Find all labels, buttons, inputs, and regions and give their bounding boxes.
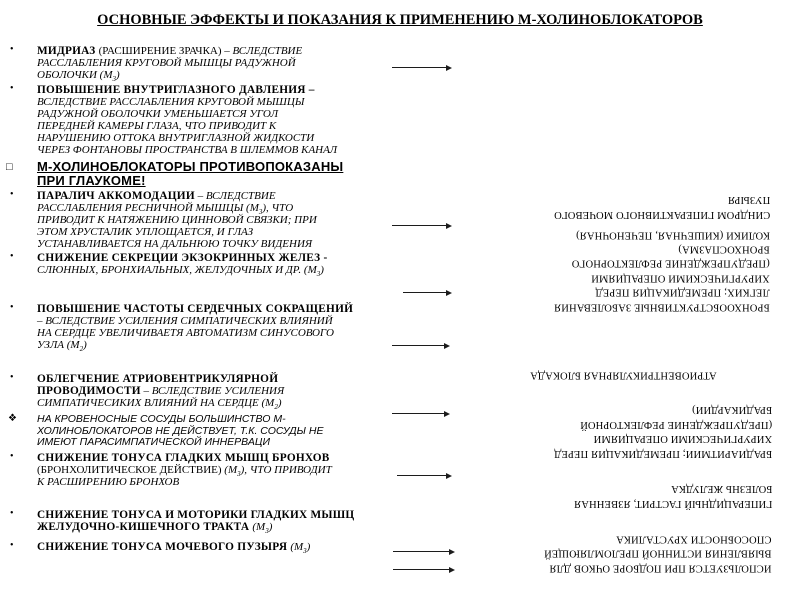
slide-title: ОСНОВНЫЕ ЭФФЕКТЫ И ПОКАЗАНИЯ К ПРИМЕНЕНИЮ М-ХОЛИНОБЛОКАТОРОВ [97, 12, 703, 28]
text-segment: 2 [274, 403, 278, 412]
text-segment: ПОВЫШЕНИЕ ЧАСТОТЫ СЕРДЕЧНЫХ СОКРАЩЕНИЙ [37, 303, 354, 315]
bullet-marker-icon: • [10, 540, 14, 551]
indication-glasses-selection: ИСПОЛЬЗУЕТСЯ ПРИ ПОДБОРЕ ОЧКОВ ДЛЯ ВЫЯВЛЕНИЯ ИСТИННОЙ ПРЕЛОМЛЯЮЩЕЙ СПОСОБНОСТИ ХРУСТАЛИКА [544, 533, 772, 574]
text-segment: СИМПАТИЧЕСИКИХ ВЛИЯНИЙ НА СЕРДЦЕ (М [37, 397, 275, 409]
effect-line [37, 373, 480, 385]
text-segment: 3 [316, 270, 321, 279]
right-arrow-icon [392, 225, 450, 226]
text-segment: СЛЮННЫХ, БРОНХИАЛЬНЫХ, ЖЕЛУДОЧНЫХ И ДР. (М [37, 264, 317, 276]
indication-bradyarrhythmia: БРАДИАРИТМИИ; ПРЕМЕДИКАЦИЯ ПЕРЕД ХИРУРГИЧЕСКИМИ ОПЕРАЦИЯМИ (ПРЕДУПРЕЖДЕНИЕ РЕФЛЕКТОРНОЙ БРАДИКАРДИИ) [553, 404, 772, 459]
text-segment: – ВСЛЕДСТВИЕ [224, 45, 303, 57]
text-segment: НА КРОВЕНОСНЫЕ СОСУДЫ БОЛЬШИНСТВО М- [37, 413, 286, 425]
text-segment: ПРОВОДИМОСТИ [37, 385, 141, 397]
effect-text [37, 452, 480, 488]
right-arrow-icon [403, 292, 450, 293]
text-segment: ЧЕРЕЗ ФОНТАНОВЫ ПРОСТРАНСТВА В ШЛЕММОВ КАНАЛ [37, 144, 338, 156]
effect-line [37, 252, 480, 264]
effect-intraocular-pressure [0, 84, 480, 156]
bullet-marker-icon: ❖ [8, 413, 17, 424]
effect-text [37, 303, 480, 354]
right-arrow-icon [393, 569, 453, 570]
effect-text [37, 190, 480, 250]
effect-line [37, 238, 480, 250]
right-arrow-icon [392, 67, 450, 68]
text-segment: ЭТОМ ХРУСТАЛИК УПЛОЩАЕТСЯ, И ГЛАЗ [37, 226, 254, 238]
text-segment: СНИЖЕНИЕ ТОНУСА ГЛАДКИХ МЫШЦ БРОНХОВ [37, 452, 330, 464]
effect-line [37, 120, 480, 132]
text-segment: ) [83, 339, 87, 351]
text-segment: ПРИВОДИТ К НАТЯЖЕНИЮ ЦИННОВОЙ СВЯЗКИ; ПРИ [37, 214, 317, 226]
text-segment: – ВСЛЕДСТВИЕ [194, 190, 276, 202]
indication-hyperactive-bladder: СИНДРОМ ГИПЕРАКТИВНОГО МОЧЕВОГО ПУЗЫРЯ [553, 194, 770, 220]
effect-line [37, 45, 480, 57]
effect-line [37, 521, 480, 536]
text-segment: ОБОЛОЧКИ (М [37, 69, 113, 81]
effect-blood-vessels-note [0, 414, 480, 449]
text-segment: 3 [265, 527, 269, 536]
text-segment: (М [224, 464, 238, 476]
text-segment: РАССЛАБЛЕНИЯ КРУГОВОЙ МЫШЦЫ РАДУЖНОЙ [37, 57, 296, 69]
effect-line [37, 84, 480, 96]
indication-hyperacid-gastritis: ГИПЕРАЦИДНЫЙ ГАСТРИТ, ЯЗВЕННАЯ БОЛЕЗНЬ ЖЕЛУДКА [573, 483, 772, 509]
text-segment: ) [306, 541, 311, 553]
text-segment: ИМЕЮТ ПАРАСИМПАТИЧЕСКОЙ ИННЕРВАЦИ [37, 436, 270, 449]
indication-broncho-obstructive: БРОНХООБСТРУКТИВНЫЕ ЗАБОЛЕВАНИЯ ЛЕГКИХ; ПРЕМЕДИКАЦИЯ ПЕРЕД ХИРУРГИЧЕСКИМИ ОПЕРАЦИЯМИ (ПРЕДУПРЕЖДЕНИЕ РЕФЛЕКТОРНОГО БРОНХОСПАЗМА) [554, 243, 770, 313]
effect-line [37, 315, 480, 327]
text-segment: МИДРИАЗ [37, 45, 99, 57]
effect-line [37, 397, 480, 412]
effect-line [37, 509, 480, 521]
bullet-marker-icon: • [10, 451, 14, 462]
text-segment: ) [320, 264, 324, 276]
text-segment: ЖЕЛУДОЧНО-КИШЕЧНОГО ТРАКТА [37, 521, 253, 533]
text-segment: СНИЖЕНИЕ СЕКРЕЦИИ ЭКЗОКРИННЫХ ЖЕЛЕЗ - [37, 252, 328, 264]
effect-mydriasis [0, 44, 480, 84]
bullet-marker-icon: □ [6, 161, 13, 173]
text-segment: ) [277, 397, 282, 409]
indication-colics: КОЛИКИ (КИШЕЧНАЯ, ПЕЧЕНОЧНАЯ) [575, 229, 770, 241]
effect-line [37, 174, 480, 188]
text-segment: УЗЛА (М [37, 339, 80, 351]
text-segment: ПОВЫШЕНИЕ ВНУТРИГЛАЗНОГО ДАВЛЕНИЯ – [37, 84, 315, 96]
text-segment: ПАРАЛИЧ АККОМОДАЦИИ [37, 190, 195, 202]
text-segment: 2 [79, 345, 84, 354]
bullet-marker-icon: • [10, 189, 14, 200]
effect-accommodation-paralysis [0, 190, 480, 250]
effect-av-conduction [0, 372, 480, 412]
text-segment: НА СЕРДЦЕ УВЕЛИЧИВАЕТЯ АВТОМАТИЗМ СИНУСОВОГО [37, 327, 334, 339]
text-segment: ПЕРЕДНЕЙ КАМЕРЫ ГЛАЗА, ЧТО ПРИВОДИТ К [37, 120, 277, 132]
text-segment: 3 [237, 470, 241, 479]
effect-line [37, 385, 480, 397]
effect-line [37, 264, 480, 279]
text-segment: ) [268, 521, 273, 533]
effect-line [37, 160, 480, 174]
text-segment: РАССЛАБЛЕНИЯ РЕСНИЧНОЙ МЫШЦЫ (М [37, 202, 259, 214]
effect-line [37, 144, 480, 156]
effect-line [37, 476, 480, 488]
bullet-marker-icon: • [10, 372, 14, 383]
indication-av-block: АТРИОВЕНТРИКУЛЯРНАЯ БЛОКАДА [530, 369, 717, 381]
text-segment: 3 [112, 75, 116, 84]
text-segment: (М [252, 521, 266, 533]
effect-line [37, 108, 480, 120]
right-arrow-icon [392, 345, 448, 346]
text-segment: ХОЛИНОБЛОКАТОРОВ НЕ ДЕЙСТВУЕТ, Т.К. СОСУДЫ НЕ [37, 424, 324, 437]
text-segment: ), ЧТО ПРИВОДИТ [240, 464, 332, 476]
text-segment: (РАСШИРЕНИЕ ЗРАЧКА) [98, 45, 225, 57]
text-segment: (БРОНХОЛИТИЧЕСКОЕ ДЕЙСТВИЕ) [37, 464, 225, 476]
effect-line [37, 303, 480, 315]
effect-line [37, 327, 480, 339]
text-segment: РАДУЖНОЙ ОБОЛОЧКИ УМЕНЬШАЕТСЯ УГОЛ [37, 108, 279, 120]
bullet-marker-icon: • [10, 508, 14, 519]
right-arrow-icon [397, 475, 450, 476]
effect-line [37, 202, 480, 217]
effect-text [37, 509, 480, 536]
right-arrow-icon [392, 413, 448, 414]
effect-text [37, 414, 480, 449]
effect-glaucoma-warning [0, 160, 480, 188]
effect-gi-tone-decrease [0, 508, 480, 536]
bullet-marker-icon: • [10, 44, 14, 55]
text-segment: СНИЖЕНИЕ ТОНУСА И МОТОРИКИ ГЛАДКИХ МЫШЦ [37, 509, 355, 521]
effect-text [37, 373, 480, 412]
bullet-marker-icon: • [10, 83, 14, 94]
text-segment: ), ЧТО [262, 202, 294, 214]
effect-text [37, 45, 480, 84]
text-segment: ПРИ ГЛАУКОМЕ! [37, 173, 146, 188]
effect-secretion-decrease [0, 251, 480, 279]
bullet-marker-icon: • [10, 302, 14, 313]
text-segment: ВСЛЕДСТВИЕ РАССЛАБЛЕНИЯ КРУГОВОЙ МЫШЦЫ [37, 96, 305, 108]
text-segment: 3 [303, 547, 307, 556]
effect-line [37, 437, 480, 449]
effect-line [37, 96, 480, 108]
effect-line [37, 132, 480, 144]
text-segment: 3 [258, 208, 263, 217]
effect-bronchi-tone-decrease [0, 452, 480, 488]
text-segment: – ВСЛЕДСТВИЕ УСИЛЕНИЯ СИМПАТИЧЕСКИХ ВЛИЯНИЙ [37, 315, 333, 327]
right-arrow-icon [393, 551, 453, 552]
text-segment: (М [290, 541, 304, 553]
text-segment: М-ХОЛИНОБЛОКАТОРЫ ПРОТИВОПОКАЗАНЫ [37, 159, 344, 174]
text-segment: НАРУШЕНИЮ ОТТОКА ВНУТРИГЛАЗНОЙ ЖИДКОСТИ [37, 132, 315, 144]
text-segment: К РАСШИРЕНИЮ БРОНХОВ [37, 476, 180, 488]
effect-line [37, 190, 480, 202]
effect-text [37, 252, 480, 279]
text-segment: СНИЖЕНИЕ ТОНУСА МОЧЕВОГО ПУЗЫРЯ [37, 541, 291, 553]
bullet-marker-icon: • [10, 251, 14, 262]
effect-text [37, 160, 480, 188]
effect-line [37, 452, 480, 464]
text-segment: ОБЛЕГЧЕНИЕ АТРИОВЕНТРИКУЛЯРНОЙ [37, 373, 279, 385]
effect-text [37, 84, 480, 156]
text-segment: – ВСЛЕДСТВИЕ УСИЛЕНИЯ [140, 385, 285, 397]
effect-line [37, 69, 480, 84]
effect-line [37, 226, 480, 238]
text-segment: ) [115, 69, 120, 81]
effect-heart-rate-increase [0, 302, 480, 354]
text-segment: УСТАНАВЛИВАЕТСЯ НА ДАЛЬНЮЮ ТОЧКУ ВИДЕНИЯ [37, 238, 313, 250]
